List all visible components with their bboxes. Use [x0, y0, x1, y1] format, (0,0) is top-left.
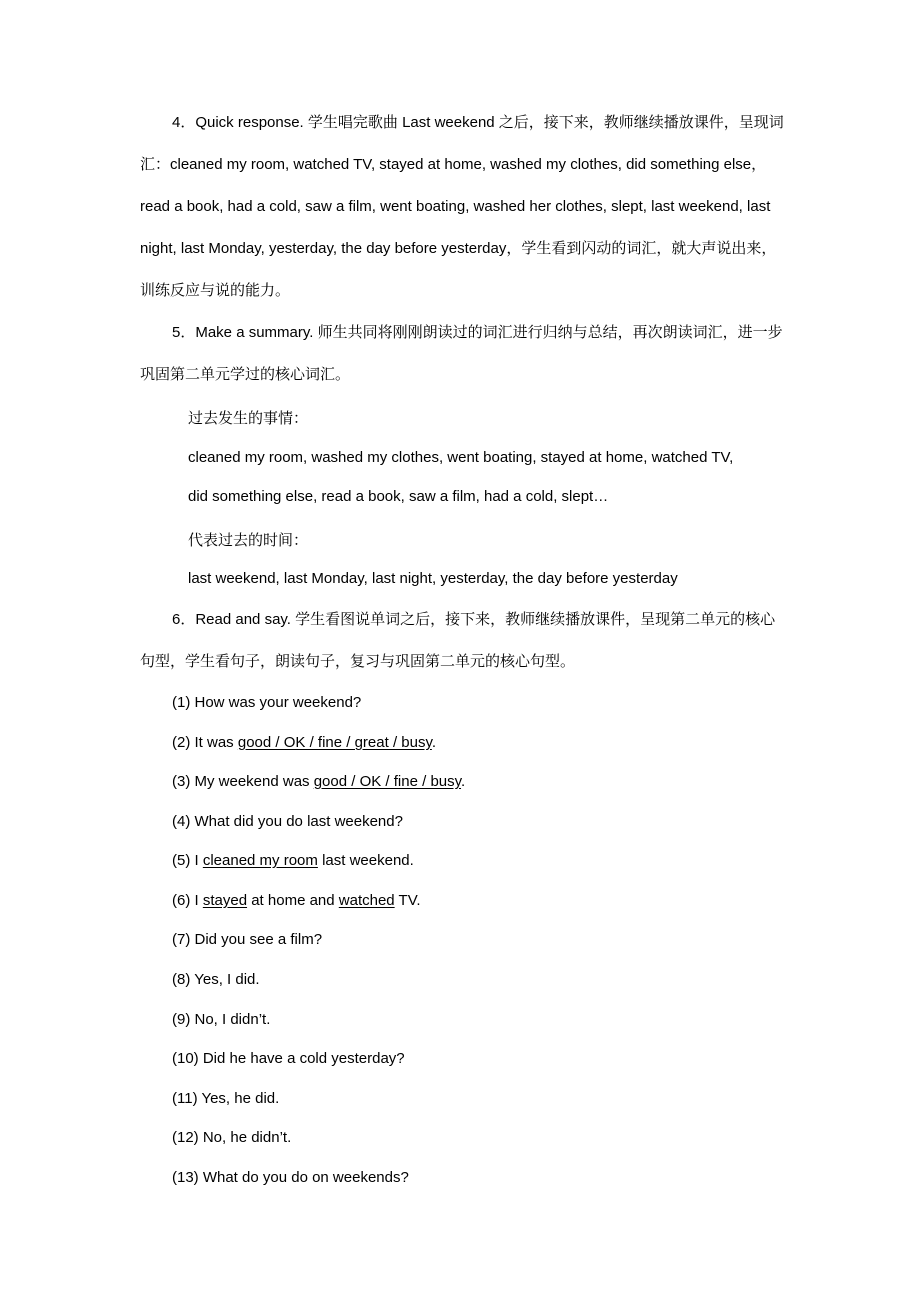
sentence-5-underlined: cleaned my room — [202, 852, 318, 869]
sentence-6: (6) I stayed at home and watched TV. — [172, 892, 421, 909]
sentence-8: (8) Yes, I did. — [172, 971, 260, 988]
sentence-9: (9) No, I didn’t. — [172, 1011, 271, 1028]
item-4-paragraph — [140, 102, 785, 312]
item-6-number: 6． — [172, 611, 196, 628]
past-events-line-2: did something else, read a book, saw a film, had a cold, slept… — [188, 488, 609, 505]
sentence-3: (3) My weekend was good / OK / fine / busy. — [172, 773, 466, 790]
sentence-4: (4) What did you do last weekend? — [172, 813, 403, 830]
sentence-13: (13) What do you do on weekends? — [172, 1169, 409, 1186]
sentence-1: (1) How was your weekend? — [172, 694, 362, 711]
sentence-5: (5) I cleaned my room last weekend. — [172, 852, 414, 869]
item-5-body: 师生共同将刚刚朗读过的词汇进行归纳与总结，再次朗读词汇，进一步巩固第二单元学过的核心词汇。 — [140, 324, 783, 383]
item-5-title: Make a summary. — [195, 324, 314, 341]
sentence-10: (10) Did he have a cold yesterday? — [172, 1050, 405, 1067]
sentence-7: (7) Did you see a film? — [172, 931, 323, 948]
past-time-label: 代表过去的时间： — [188, 532, 309, 549]
item-6-title: Read and say. — [195, 611, 291, 628]
past-time-line: last weekend, last Monday, last night, yesterday, the day before yesterday — [188, 570, 678, 587]
sentence-11: (11) Yes, he did. — [172, 1090, 280, 1107]
sentence-12: (12) No, he didn’t. — [172, 1129, 292, 1146]
item-6-body: 学生看图说单词之后，接下来，教师继续播放课件，呈现第二单元的核心句型，学生看句子，朗读句子，复习与巩固第二单元的核心句型。 — [140, 611, 776, 670]
sentence-2-underlined: good / OK / fine / great / busy — [237, 734, 432, 751]
item-4-title: Quick response. — [195, 114, 304, 131]
item-4-number: 4． — [172, 114, 196, 131]
item-6-paragraph — [140, 599, 785, 683]
sentence-2: (2) It was good / OK / fine / great / busy. — [172, 734, 437, 751]
sentence-6-underlined-2: watched — [338, 892, 395, 909]
past-events-line-1: cleaned my room, washed my clothes, went boating, stayed at home, watched TV, — [188, 449, 734, 466]
item-5-paragraph — [140, 312, 785, 396]
item-5-number: 5． — [172, 324, 196, 341]
past-events-label: 过去发生的事情： — [188, 410, 309, 427]
sentence-6-underlined-1: stayed — [202, 892, 248, 909]
sentence-3-underlined: good / OK / fine / busy — [313, 773, 462, 790]
item-4-body: 学生唱完歌曲 Last weekend 之后，接下来，教师继续播放课件，呈现词汇：cleaned my room, watched TV, stayed at home, washed my clothes, did something else， read a book, had a cold, saw a film, went boating, washed her clothes, slept, last weekend, last night, last Monday, yesterday, the day before yesterday，学生看到闪动的词汇，就大声说出来，训练反应与说的能力。 — [140, 114, 784, 299]
